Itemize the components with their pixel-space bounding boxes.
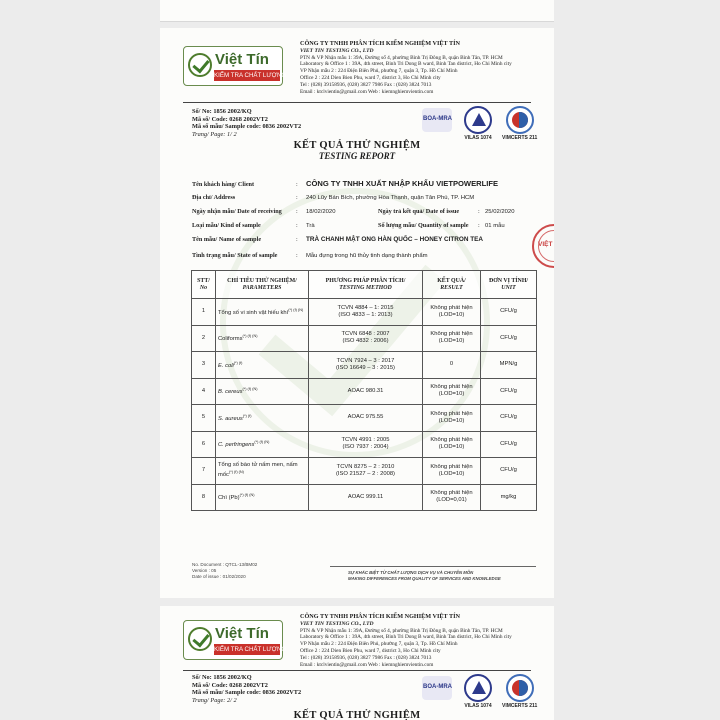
row-method: TCVN 4884 – 1: 2015 (ISO 4833 – 1: 2013) [309, 299, 423, 326]
row-parameter: Tổng số vi sinh vật hiếu khí$^{(*) (f) (N)}$ [216, 299, 309, 326]
company-contact-line: Tel : (028) 39158936, (028) 3827 7986 Fax : (028) 3824 7013 [300, 81, 432, 88]
logo-tagline: KIỂM TRA CHẤT LƯỢNG [214, 72, 287, 79]
row-result: Không phát hiện (LOD=10) [423, 458, 481, 485]
row-number: 4 [192, 378, 216, 405]
logo-name: Việt Tín [215, 51, 269, 68]
document-metadata: No. Document : QTCL-13/BM02 Version : 05 Date of issue : 01/02/2020 [192, 562, 258, 579]
sample-code: Mã số mẫu/ Sample code: 0836 2002VT2 [192, 123, 302, 131]
header-divider [183, 102, 531, 103]
kind-label: Loại mẫu/ Kind of sample [192, 222, 261, 229]
page-number: Trang/ Page: 1/ 2 [192, 130, 237, 138]
address-value: 240 Lũy Bán Bích, phường Hòa Thạnh, quận Tân Phú, TP. HCM [306, 195, 475, 201]
report-page-1: Việt Tín KIỂM TRA CHẤT LƯỢNG CÔNG TY TNHH PHÂN TÍCH KIỂM NGHIỆM VIỆT TÍN VIET TIN TESTING CO., LTD PTN & VP Nhận mẫu 1: 39A, Đường số 4, phường Bình Trị Đông B, quận Bình Tân, TP. HCM Laboratory & Office 1 : 39A, 4th street, Binh Tri Dong B ward, Binh Tan district, Ho Chi Minh city VP Nhận mẫu 2 : 224 Điện Biên Phủ, phường 7, quận 3, Tp. Hồ Chí Minh Office 2 : 224 Dien Bien Phu, ward 7, district 3, Ho Chi Minh city Tel : (028) 39158936, (028) 3827 7986 Fax : (028) 3824 7013 Email : ktclvientin@gmail.com Web : kiemnghiemvientin.com Số/ No: 1856 2002/KQ Mã số/ Code: 0268 2002VT2 Mã số mẫu/ Sample code: 0836 2002VT2 Trang/ Page: 1/ 2 BOA-MRA VILAS 1074 VIMCERTS 211 KẾT QUẢ THỬ NGHIỆM TESTING REPORT Tên khách hàng/ Client : CÔNG TY TNHH XUẤT NHẬP KHẨU VIETPOWERLIFE Địa chỉ/ Address : 240 Lũy Bán Bích, phường Hòa Thạnh, quận Tân Phú, TP. HCM Ngày nhận mẫu/ Date of receiving : 18/02/2020 Ngày trả kết quả/ Date of issue : 25/02/2020 Loại mẫu/ Kind of sample : Trà Số lượng mẫu/ Quantity of sample : 01 mẫu Tên mẫu/ Name of sample : TRÀ CHANH MẬT ONG HÀN QUỐC – HONEY CITRON TEA Tình trạng mẫu/ State of sample : Mẫu đựng trong hũ thủy tinh dạng thành phẩm STT/ No CHỈ TIÊU THỬ NGHIỆM/ PARAMETERS PHƯƠNG PHÁP PHÂN TÍCH/ TESTING METHOD KẾT QUẢ/ RESULT ĐƠN VỊ TÍNH/ UNIT 1 Tổng số vi sinh vật hiếu khí$^{(*) (f) (N)}$ TCVN 4884 – 1: 2015 (ISO 4833 – 1: 2013) Không phát hiện (LOD=10) CFU/g 2 Coliforms$^{(*) (f) (N)}$ TCVN 6848 : 2007 (ISO 4832 : 2006) Không phát hiện (LOD=10) CFU/g 3 E. coli$^{(*) (f)}$ TCVN 7924 – 3 : 2017 (ISO 16649 – 3 : 2015) 0 MPN/g 4 B. cereus$^{(*) (f) (N)}$ AOAC 980.31 Không phát hiện (LOD=10) CFU/g 5 S. aureus$^{(*) (f)}$ AOAC 975.55 Không phát hiện (LOD=10) CFU/g 6 C. perfringens$^{(*) (f) (N)}$ TCVN 4991 : 2005 (ISO 7937 : 2004) Không phát hiện (LOD=10) CFU/g 7 Tổng số bào tử nấm men, nấm mốc$^{(*) (f) (N)}$ TCVN 8275 – 2 : 2010 (ISO 21527 – 2 : 2008) Không phát hiện (LOD=10) CFU/g 8 Chì $(Pb)^{(*) (f) (N)}$ AOAC 999.11 Không phát hiện (LOD=0,01) mg/kg VIỆT No. Document : QTCL-13/BM02 Version : 05 Date of issue : 01/02/2020 SỰ KHÁC BIỆT TỪ CHẤT LƯỢNG DỊCH VỤ VÀ CHUYÊN MÔN MAKING DIFFERENCES FROM QUALITY OF SERVICES AND KNOWLEDGE [160, 28, 554, 598]
row-parameter: B. cereus$^{(*) (f) (N)}$ [216, 378, 309, 405]
row-unit: MPN/g [481, 352, 537, 379]
quantity-label: Số lượng mẫu/ Quantity of sample [378, 222, 469, 229]
boa-mra-logo: BOA-MRA [422, 676, 452, 700]
company-address-line: Laboratory & Office 1 : 39A, 4th street, Binh Tri Dong B ward, Binh Tan district, Ho Chi Minh city [300, 61, 512, 68]
row-result: Không phát hiện (LOD=10) [423, 299, 481, 326]
row-number: 3 [192, 352, 216, 379]
issue-date-value: 25/02/2020 [485, 209, 515, 215]
report-title-vi: KẾT QUẢ THỬ NGHIỆM [293, 140, 421, 151]
row-number: 8 [192, 484, 216, 511]
row-unit: mg/kg [481, 484, 537, 511]
report-number: Số/ No: 1856 2002/KQ [192, 108, 252, 115]
sample-state-value: Mẫu đựng trong hũ thủy tinh dạng thành phẩm [306, 253, 428, 259]
row-parameter: Tổng số bào tử nấm men, nấm mốc$^{(*) (f) (N)}$ [216, 458, 309, 485]
header-stt: STT/ No [192, 271, 216, 299]
address-label: Địa chỉ/ Address [192, 194, 236, 201]
row-number: 6 [192, 431, 216, 458]
sample-state-label: Tình trạng mẫu/ State of sample [192, 252, 278, 259]
row-method: AOAC 980.31 [309, 378, 423, 405]
report-title-vi: KẾT QUẢ THỬ NGHIỆM [293, 710, 421, 720]
client-value: CÔNG TY TNHH XUẤT NHẬP KHẨU VIETPOWERLIFE [306, 179, 499, 188]
row-method: TCVN 8275 – 2 : 2010 (ISO 21527 – 2 : 2008) [309, 458, 423, 485]
row-result: Không phát hiện (LOD=10) [423, 325, 481, 352]
company-logo [183, 46, 287, 86]
footer-divider [330, 566, 536, 567]
company-address-line: VP Nhận mẫu 2 : 224 Điện Biên Phủ, phường 7, quận 3, Tp. Hồ Chí Minh [300, 68, 458, 75]
row-unit: CFU/g [481, 431, 537, 458]
row-result: Không phát hiện (LOD=10) [423, 431, 481, 458]
previous-page-fragment [160, 0, 554, 22]
company-name-en: VIET TIN TESTING CO., LTD [300, 47, 374, 54]
report-code: Mã số/ Code: 0268 2002VT2 [192, 115, 268, 123]
row-result: Không phát hiện (LOD=0,01) [423, 484, 481, 511]
company-logo: Việt Tín KIỂM TRA CHẤT LƯỢNG [183, 620, 283, 660]
table-row [192, 405, 537, 432]
results-table [191, 270, 537, 511]
boa-mra-logo: BOA-MRA [422, 108, 452, 132]
header-testing-method: PHƯƠNG PHÁP PHÂN TÍCH/ TESTING METHOD [309, 271, 423, 299]
row-result: Không phát hiện (LOD=10) [423, 378, 481, 405]
row-unit: CFU/g [481, 458, 537, 485]
company-header: CÔNG TY TNHH PHÂN TÍCH KIỂM NGHIỆM VIỆT TÍN VIET TIN TESTING CO., LTD PTN & VP Nhận mẫu 1: 39A, Đường số 4, phường Bình Trị Đông B, quận Bình Tân, TP. HCM Laboratory & Office 1 : 39A, 4th street, Binh Tri Dong B ward, Binh Tan district, Ho Chi Minh city VP Nhận mẫu 2 : 224 Điện Biên Phủ, phường 7, quận 3, Tp. Hồ Chí Minh Office 2 : 224 Dien Bien Phu, ward 7, district 3, Ho Chi Minh city Tel : (028) 39158936, (028) 3827 7986 Fax : (028) 3824 7013 Email : ktclvientin@gmail.com Web : kiemnghiemvientin.com [300, 613, 512, 668]
report-page-2 [160, 606, 554, 720]
table-row [192, 484, 537, 511]
row-method: AOAC 999.11 [309, 484, 423, 511]
table-row [192, 378, 537, 405]
checkmark-icon [188, 53, 212, 77]
row-number: 7 [192, 458, 216, 485]
table-row [192, 431, 537, 458]
row-parameter: Chì $(Pb)^{(*) (f) (N)}$ [216, 484, 309, 511]
row-number: 5 [192, 405, 216, 432]
row-method: TCVN 6848 : 2007 (ISO 4832 : 2006) [309, 325, 423, 352]
row-result: 0 [423, 352, 481, 379]
report-references: Số/ No: 1856 2002/KQ Mã số/ Code: 0268 2002VT2 Mã số mẫu/ Sample code: 0836 2002VT2 Trang/ Page: 2/ 2 [192, 674, 302, 704]
sample-name-label: Tên mẫu/ Name of sample [192, 236, 262, 243]
vimcerts-logo: VIMCERTS 211 [502, 106, 537, 141]
header-parameters: CHỈ TIÊU THỬ NGHIỆM/ PARAMETERS [216, 271, 309, 299]
kind-value: Trà [306, 223, 315, 229]
table-row [192, 352, 537, 379]
vimcerts-logo: VIMCERTS 211 [502, 674, 537, 709]
row-result: Không phát hiện (LOD=10) [423, 405, 481, 432]
company-name-vi: CÔNG TY TNHH PHÂN TÍCH KIỂM NGHIỆM VIỆT TÍN [300, 40, 460, 47]
company-address-line: PTN & VP Nhận mẫu 1: 39A, Đường số 4, phường Bình Trị Đông B, quận Bình Tân, TP. HCM [300, 54, 503, 61]
table-row [192, 299, 537, 326]
row-unit: CFU/g [481, 299, 537, 326]
row-number: 1 [192, 299, 216, 326]
row-method: TCVN 4991 : 2005 (ISO 7937 : 2004) [309, 431, 423, 458]
row-unit: CFU/g [481, 378, 537, 405]
row-unit: CFU/g [481, 325, 537, 352]
header-unit: ĐƠN VỊ TÍNH/ UNIT [481, 271, 537, 299]
receiving-date-label: Ngày nhận mẫu/ Date of receiving [192, 208, 282, 215]
footer-slogan: SỰ KHÁC BIỆT TỪ CHẤT LƯỢNG DỊCH VỤ VÀ CHUYÊN MÔN MAKING DIFFERENCES FROM QUALITY OF SERVICES AND KNOWLEDGE [348, 570, 501, 581]
vilas-logo: VILAS 1074 [464, 674, 492, 709]
row-method: TCVN 7924 – 3 : 2017 (ISO 16649 – 3 : 2015) [309, 352, 423, 379]
sample-name-value: TRÀ CHANH MẬT ONG HÀN QUỐC – HONEY CITRON TEA [306, 236, 484, 243]
client-label: Tên khách hàng/ Client [192, 181, 255, 188]
row-unit: CFU/g [481, 405, 537, 432]
table-row [192, 458, 537, 485]
company-stamp: VIỆT [532, 224, 554, 268]
report-references [192, 108, 301, 138]
row-parameter: C. perfringens$^{(*) (f) (N)}$ [216, 431, 309, 458]
header-divider [183, 670, 531, 671]
table-row [192, 325, 537, 352]
header-result: KẾT QUẢ/ RESULT [423, 271, 481, 299]
issue-date-label: Ngày trả kết quả/ Date of issue [378, 208, 460, 215]
row-parameter: Coliforms$^{(*) (f) (N)}$ [216, 325, 309, 352]
row-method: AOAC 975.55 [309, 405, 423, 432]
row-number: 2 [192, 325, 216, 352]
vilas-logo: VILAS 1074 [464, 106, 492, 141]
row-parameter: S. aureus$^{(*) (f)}$ [216, 405, 309, 432]
company-contact-line: Email : ktclvientin@gmail.com Web : kiemnghiemvientin.com [300, 88, 434, 95]
company-address-line: Office 2 : 224 Dien Bien Phu, ward 7, district 3, Ho Chi Minh city [300, 74, 441, 81]
quantity-value: 01 mẫu [485, 223, 505, 229]
table-header-row [192, 271, 537, 299]
report-title-en: TESTING REPORT [318, 151, 396, 161]
company-header [300, 41, 550, 95]
receiving-date-value: 18/02/2020 [306, 209, 336, 215]
row-parameter: E. coli$^{(*) (f)}$ [216, 352, 309, 379]
checkmark-icon [188, 627, 212, 651]
